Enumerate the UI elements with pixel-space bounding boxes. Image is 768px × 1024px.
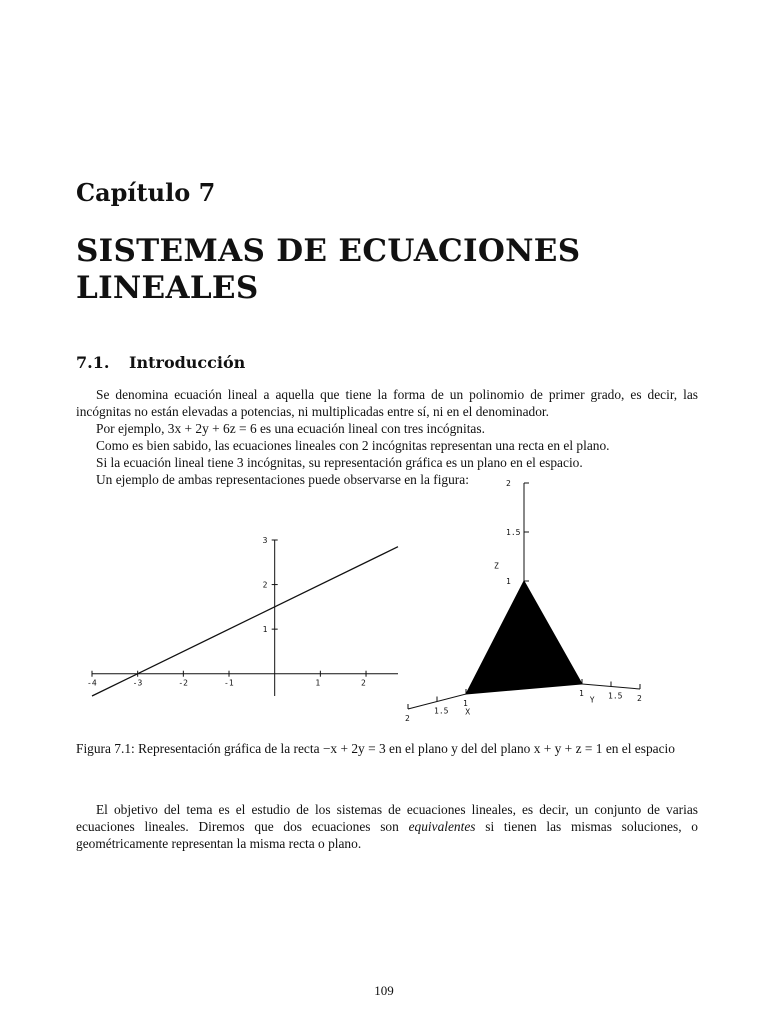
x-tick-label: -2 [178,678,188,688]
line-plot-2d [88,530,402,700]
section-number: 7.1. [76,353,110,372]
z-tick-label: 1 [506,577,511,586]
objective-after: si tienen las mismas soluciones, o geométricamente representan la misma recta o plano. [76,819,698,851]
z-axis-label: Z [494,561,499,571]
plane-plot-3d [402,479,692,726]
paragraph: Si la ecuación lineal tiene 3 incógnitas, su representación gráfica es un plano en el espacio. [96,455,583,470]
page-number: 109 [374,983,394,998]
z-tick-label: 1.5 [506,528,521,537]
y-tick-label: 1 [579,689,584,698]
section-heading [76,353,245,372]
x-tick-label: -3 [132,678,143,688]
y-tick-label: 1 [262,625,268,635]
x-tick-label: 2 [361,678,366,688]
x-tick-label: -1 [224,678,234,688]
paragraph: Un ejemplo de ambas representaciones puede observarse en la figura: [96,472,469,487]
x-tick-label: 1 [463,699,468,708]
x-tick-label: 2 [405,714,410,723]
plane-triangle [466,581,582,694]
y-tick-label: 1.5 [608,691,623,701]
chapter-label: Capítulo 7 [76,178,216,207]
y-axis-label: Y [589,695,595,705]
y-tick-label: 2 [262,580,268,590]
emphasis-term: equivalentes [408,819,476,834]
intro-text [76,386,698,488]
x-axis-label: X [465,707,471,717]
figure-caption: Figura 7.1: Representación gráfica de la recta −x + 2y = 3 en el plano y del del plano x + y + z = 1 en el espacio [76,741,675,756]
x-tick-label: -4 [87,678,97,688]
objective-before: El objetivo del tema es el estudio de los sistemas de ecuaciones lineales, es decir, un conjunto de varias ecuaciones lineales. Diremos que dos ecuaciones son [76,802,698,834]
y-tick-label: 3 [262,536,268,545]
y-tick-label: 2 [637,694,642,703]
x-tick-label: 1.5 [434,706,449,716]
paragraph: Por ejemplo, 3x + 2y + 6z = 6 es una ecuación lineal con tres incógnitas. [96,421,485,436]
x-tick-label: 1 [315,678,321,688]
objective-text [76,801,698,852]
z-tick-label: 2 [506,479,511,488]
paragraph: Se denomina ecuación lineal a aquella que tiene la forma de un polinomio de primer grado, es decir, las incógnitas no están elevadas a potencias, ni multiplicadas entre sí, ni en el denominador. [76,387,698,419]
paragraph: Como es bien sabido, las ecuaciones lineales con 2 incógnitas representan una recta en el plano. [96,438,610,453]
paragraph [76,801,698,852]
section-title: Introducción [129,353,246,372]
chapter-title: SISTEMAS DE ECUACIONES LINEALES [76,233,581,306]
